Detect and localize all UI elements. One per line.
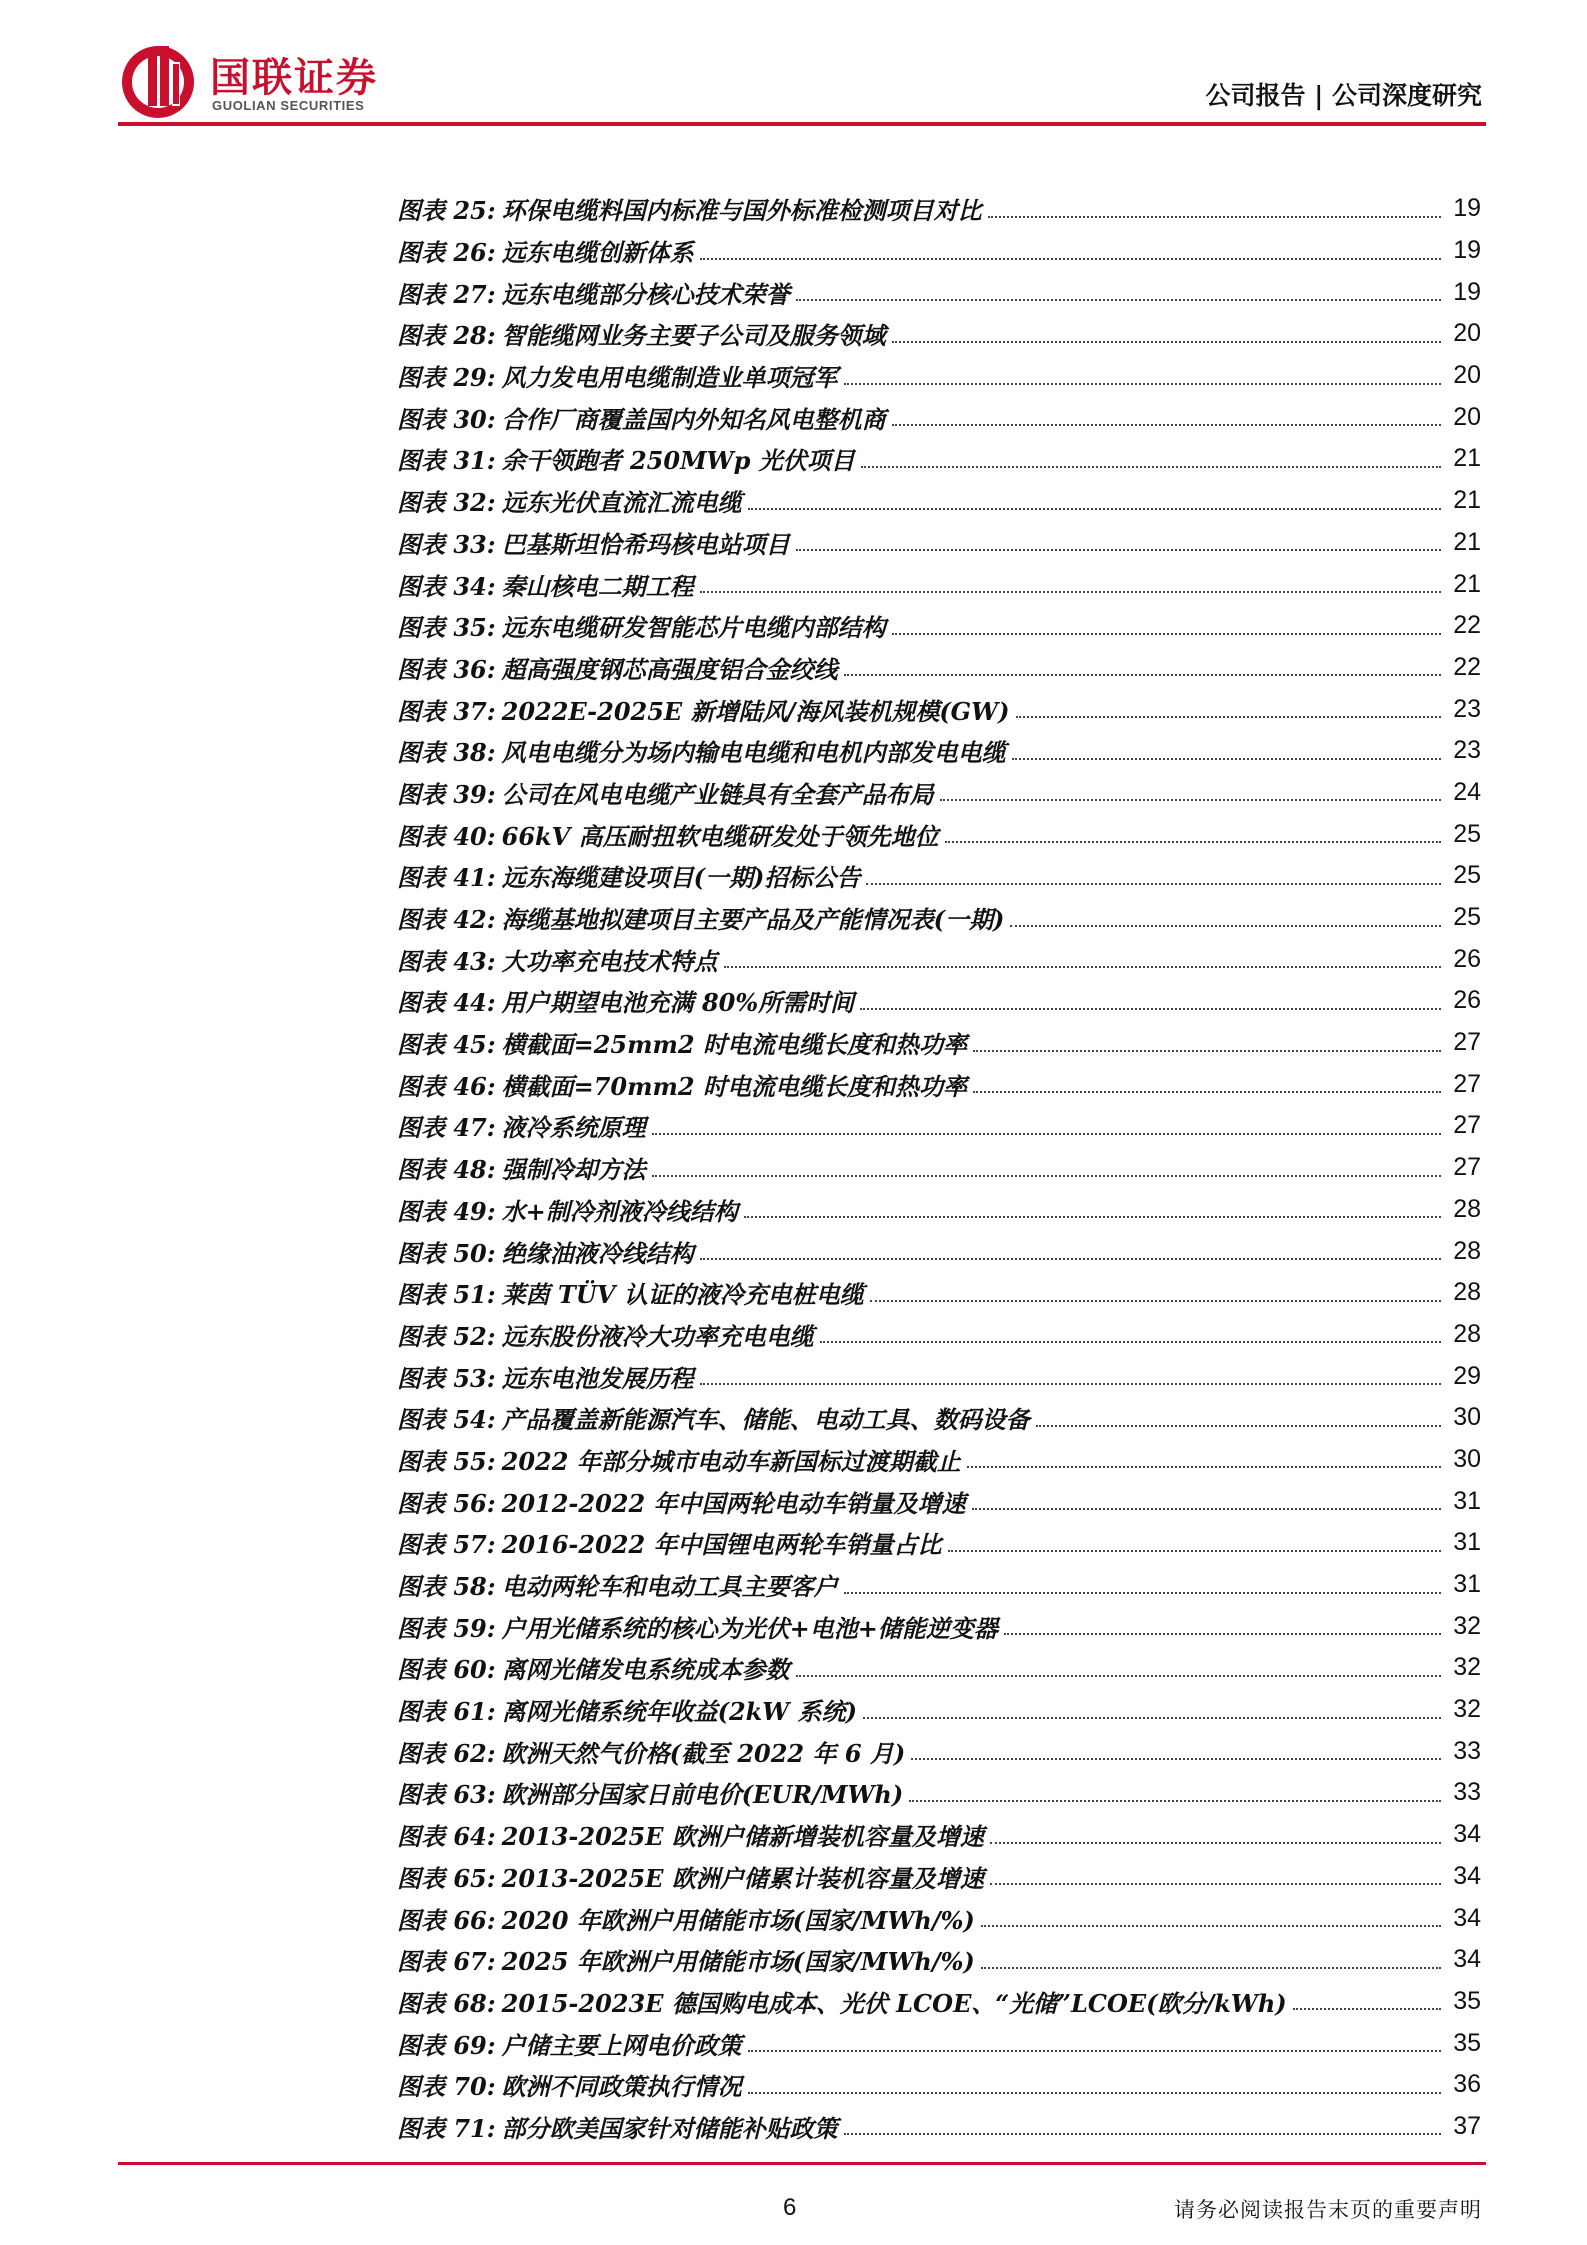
toc-dot-leader bbox=[909, 1800, 1441, 1802]
toc-dot-leader bbox=[973, 1050, 1441, 1052]
toc-entry-title: 部分欧美国家针对储能补贴政策 bbox=[501, 2113, 838, 2143]
toc-entry-title: 水+制冷剂液冷线结构 bbox=[501, 1196, 738, 1226]
toc-dot-leader bbox=[990, 1842, 1441, 1844]
toc-entry-title: 2020 年欧洲户用储能市场(国家/MWh/%) bbox=[501, 1905, 975, 1935]
toc-entry-label: 图表 38: bbox=[397, 738, 496, 768]
toc-entry[interactable] bbox=[397, 605, 1481, 647]
toc-entry-label: 图表 71: bbox=[397, 2113, 496, 2143]
toc-entry-label: 图表 68: bbox=[397, 1988, 496, 2018]
toc-entry-title: 2016-2022 年中国锂电两轮车销量占比 bbox=[501, 1530, 942, 1560]
toc-dot-leader bbox=[892, 633, 1441, 635]
toc-entry-page: 21 bbox=[1453, 486, 1481, 515]
toc-entry-page: 31 bbox=[1453, 1528, 1481, 1557]
toc-entry-label: 图表 47: bbox=[397, 1113, 496, 1143]
toc-entry-title: 2015-2023E 德国购电成本、光伏 LCOE、“光储”LCOE(欧分/kWh) bbox=[501, 1988, 1287, 2018]
toc-entry-title: 2022 年部分城市电动车新国标过渡期截止 bbox=[501, 1446, 961, 1476]
toc-entry-title: 远东电池发展历程 bbox=[501, 1363, 694, 1393]
toc-entry-label: 图表 25: bbox=[397, 196, 496, 226]
toc-entry-title: 离网光储发电系统成本参数 bbox=[501, 1655, 790, 1685]
toc-dot-leader bbox=[844, 383, 1441, 385]
toc-entry-page: 25 bbox=[1453, 861, 1481, 890]
toc-dot-leader bbox=[748, 2050, 1441, 2052]
toc-dot-leader bbox=[1010, 925, 1441, 927]
toc-dot-leader bbox=[990, 1883, 1441, 1885]
toc-entry-title: 远东海缆建设项目(一期)招标公告 bbox=[501, 863, 861, 893]
toc-entry-title: 户储主要上网电价政策 bbox=[501, 2030, 742, 2060]
toc-entry-title: 2013-2025E 欧洲户储累计装机容量及增速 bbox=[501, 1863, 984, 1893]
toc-entry-page: 35 bbox=[1453, 2028, 1481, 2057]
toc-entry-label: 图表 49: bbox=[397, 1196, 496, 1226]
toc-entry-page: 26 bbox=[1453, 986, 1481, 1015]
toc-entry-page: 28 bbox=[1453, 1236, 1481, 1265]
toc-entry-title: 户用光储系统的核心为光伏+电池+储能逆变器 bbox=[501, 1613, 998, 1643]
toc-entry[interactable] bbox=[397, 1564, 1481, 1606]
toc-entry[interactable] bbox=[397, 1230, 1481, 1272]
toc-entry[interactable] bbox=[397, 1397, 1481, 1439]
toc-entry-title: 远东股份液冷大功率充电电缆 bbox=[501, 1321, 814, 1351]
toc-entry[interactable] bbox=[397, 980, 1481, 1022]
toc-entry-page: 28 bbox=[1453, 1194, 1481, 1223]
toc-entry-label: 图表 26: bbox=[397, 238, 496, 268]
toc-entry-page: 31 bbox=[1453, 1570, 1481, 1599]
toc-entry-label: 图表 40: bbox=[397, 821, 496, 851]
toc-entry-page: 25 bbox=[1453, 819, 1481, 848]
toc-entry-title: 风电电缆分为场内输电电缆和电机内部发电电缆 bbox=[501, 738, 1006, 768]
toc-entry[interactable] bbox=[397, 1022, 1481, 1064]
disclaimer-text: 请务必阅读报告末页的重要声明 bbox=[1174, 2198, 1482, 2222]
page-header bbox=[0, 0, 1587, 130]
toc-entry[interactable] bbox=[397, 1355, 1481, 1397]
toc-entry-label: 图表 58: bbox=[397, 1572, 496, 1602]
toc-entry[interactable] bbox=[397, 522, 1481, 564]
toc-entry[interactable] bbox=[397, 2106, 1481, 2148]
toc-entry[interactable] bbox=[397, 1647, 1481, 1689]
logo-chinese-text: 国联证券 bbox=[210, 55, 378, 101]
toc-dot-leader bbox=[911, 1758, 1441, 1760]
toc-entry-title: 绝缘油液冷线结构 bbox=[501, 1238, 694, 1268]
toc-dot-leader bbox=[796, 1675, 1441, 1677]
toc-entry-title: 欧洲部分国家日前电价(EUR/MWh) bbox=[501, 1780, 904, 1810]
toc-entry-page: 29 bbox=[1453, 1361, 1481, 1390]
toc-entry-page: 19 bbox=[1453, 236, 1481, 265]
toc-entry[interactable] bbox=[397, 1063, 1481, 1105]
toc-entry-title: 秦山核电二期工程 bbox=[501, 571, 694, 601]
toc-entry-label: 图表 39: bbox=[397, 779, 496, 809]
toc-dot-leader bbox=[981, 1967, 1441, 1969]
toc-dot-leader bbox=[796, 299, 1441, 301]
company-logo bbox=[118, 40, 418, 120]
toc-dot-leader bbox=[1293, 2008, 1441, 2010]
toc-entry-label: 图表 46: bbox=[397, 1071, 496, 1101]
toc-entry-page: 20 bbox=[1453, 402, 1481, 431]
toc-dot-leader bbox=[948, 1550, 1441, 1552]
toc-entry-label: 图表 28: bbox=[397, 321, 496, 351]
toc-dot-leader bbox=[1012, 758, 1441, 760]
toc-entry-page: 33 bbox=[1453, 1778, 1481, 1807]
toc-dot-leader bbox=[945, 841, 1441, 843]
toc-entry-page: 34 bbox=[1453, 1820, 1481, 1849]
toc-entry-title: 余干领跑者 250MWp 光伏项目 bbox=[501, 446, 855, 476]
toc-entry-title: 产品覆盖新能源汽车、储能、电动工具、数码设备 bbox=[501, 1405, 1030, 1435]
toc-entry[interactable] bbox=[397, 1981, 1481, 2023]
toc-entry-label: 图表 67: bbox=[397, 1947, 496, 1977]
toc-entry[interactable] bbox=[397, 1147, 1481, 1189]
toc-entry-page: 24 bbox=[1453, 777, 1481, 806]
toc-entry-label: 图表 43: bbox=[397, 946, 496, 976]
toc-entry-page: 36 bbox=[1453, 2070, 1481, 2099]
toc-entry-title: 2012-2022 年中国两轮电动车销量及增速 bbox=[501, 1488, 966, 1518]
toc-dot-leader bbox=[700, 1258, 1441, 1260]
toc-entry-title: 强制冷却方法 bbox=[501, 1155, 646, 1185]
toc-entry[interactable] bbox=[397, 1439, 1481, 1481]
toc-entry[interactable] bbox=[397, 355, 1481, 397]
toc-dot-leader bbox=[866, 883, 1441, 885]
toc-entry-page: 21 bbox=[1453, 527, 1481, 556]
toc-entry-title: 横截面=25mm2 时电流电缆长度和热功率 bbox=[501, 1030, 967, 1060]
toc-entry-label: 图表 52: bbox=[397, 1321, 496, 1351]
toc-entry-label: 图表 65: bbox=[397, 1863, 496, 1893]
toc-dot-leader bbox=[967, 1466, 1441, 1468]
toc-entry[interactable] bbox=[397, 1522, 1481, 1564]
toc-entry-label: 图表 69: bbox=[397, 2030, 496, 2060]
toc-entry[interactable] bbox=[397, 2022, 1481, 2064]
toc-entry-title: 海缆基地拟建项目主要产品及产能情况表(一期) bbox=[501, 905, 1005, 935]
toc-entry-label: 图表 48: bbox=[397, 1155, 496, 1185]
toc-entry[interactable] bbox=[397, 480, 1481, 522]
toc-entry-page: 22 bbox=[1453, 652, 1481, 681]
toc-dot-leader bbox=[796, 549, 1441, 551]
toc-entry-label: 图表 29: bbox=[397, 363, 496, 393]
page-number: 6 bbox=[783, 2194, 797, 2221]
toc-entry-label: 图表 41: bbox=[397, 863, 496, 893]
toc-entry-title: 远东光伏直流汇流电缆 bbox=[501, 488, 742, 518]
toc-entry[interactable] bbox=[397, 1480, 1481, 1522]
toc-entry-label: 图表 36: bbox=[397, 654, 496, 684]
toc-entry-page: 32 bbox=[1453, 1653, 1481, 1682]
toc-entry-title: 离网光储系统年收益(2kW 系统) bbox=[501, 1697, 857, 1727]
toc-entry-label: 图表 70: bbox=[397, 2072, 496, 2102]
toc-entry[interactable] bbox=[397, 1897, 1481, 1939]
toc-entry[interactable] bbox=[397, 271, 1481, 313]
toc-dot-leader bbox=[1016, 716, 1442, 718]
toc-entry-page: 35 bbox=[1453, 1986, 1481, 2015]
toc-dot-leader bbox=[744, 1216, 1441, 1218]
toc-entry-page: 21 bbox=[1453, 569, 1481, 598]
toc-entry-page: 19 bbox=[1453, 277, 1481, 306]
toc-entry-label: 图表 57: bbox=[397, 1530, 496, 1560]
toc-entry-page: 19 bbox=[1453, 194, 1481, 223]
toc-entry[interactable] bbox=[397, 730, 1481, 772]
toc-dot-leader bbox=[860, 1008, 1441, 1010]
toc-entry[interactable] bbox=[397, 688, 1481, 730]
toc-entry-title: 环保电缆料国内标准与国外标准检测项目对比 bbox=[501, 196, 982, 226]
toc-entry-label: 图表 62: bbox=[397, 1738, 496, 1768]
toc-entry-label: 图表 56: bbox=[397, 1488, 496, 1518]
toc-entry[interactable] bbox=[397, 1939, 1481, 1981]
toc-entry-label: 图表 42: bbox=[397, 905, 496, 935]
toc-entry-title: 欧洲天然气价格(截至 2022 年 6 月) bbox=[501, 1738, 906, 1768]
toc-entry[interactable] bbox=[397, 647, 1481, 689]
toc-entry-page: 34 bbox=[1453, 1945, 1481, 1974]
toc-entry-title: 2013-2025E 欧洲户储新增装机容量及增速 bbox=[501, 1822, 984, 1852]
toc-entry-label: 图表 51: bbox=[397, 1280, 496, 1310]
toc-dot-leader bbox=[700, 258, 1441, 260]
toc-entry-title: 用户期望电池充满 80%所需时间 bbox=[501, 988, 855, 1018]
toc-entry-page: 28 bbox=[1453, 1319, 1481, 1348]
toc-entry-title: 远东电缆研发智能芯片电缆内部结构 bbox=[501, 613, 886, 643]
toc-entry-page: 23 bbox=[1453, 736, 1481, 765]
toc-entry-page: 23 bbox=[1453, 694, 1481, 723]
toc-entry[interactable] bbox=[397, 313, 1481, 355]
toc-dot-leader bbox=[652, 1175, 1441, 1177]
toc-entry[interactable] bbox=[397, 438, 1481, 480]
toc-entry-title: 大功率充电技术特点 bbox=[501, 946, 718, 976]
toc-entry-label: 图表 61: bbox=[397, 1697, 496, 1727]
toc-dot-leader bbox=[748, 2092, 1441, 2094]
toc-entry-label: 图表 34: bbox=[397, 571, 496, 601]
toc-entry-page: 27 bbox=[1453, 1069, 1481, 1098]
toc-entry[interactable] bbox=[397, 2064, 1481, 2106]
toc-entry-page: 30 bbox=[1453, 1444, 1481, 1473]
toc-entry-label: 图表 63: bbox=[397, 1780, 496, 1810]
toc-dot-leader bbox=[863, 1717, 1441, 1719]
toc-entry-title: 合作厂商覆盖国内外知名风电整机商 bbox=[501, 404, 886, 434]
toc-entry-label: 图表 54: bbox=[397, 1405, 496, 1435]
toc-entry-title: 液冷系统原理 bbox=[501, 1113, 646, 1143]
toc-entry[interactable] bbox=[397, 1772, 1481, 1814]
toc-dot-leader bbox=[1004, 1633, 1441, 1635]
toc-entry[interactable] bbox=[397, 1856, 1481, 1898]
toc-entry-title: 横截面=70mm2 时电流电缆长度和热功率 bbox=[501, 1071, 967, 1101]
toc-entry-label: 图表 55: bbox=[397, 1446, 496, 1476]
toc-entry-label: 图表 60: bbox=[397, 1655, 496, 1685]
toc-entry-label: 图表 37: bbox=[397, 696, 496, 726]
toc-dot-leader bbox=[870, 1300, 1441, 1302]
toc-entry[interactable] bbox=[397, 188, 1481, 230]
toc-dot-leader bbox=[652, 1133, 1441, 1135]
toc-entry-page: 20 bbox=[1453, 361, 1481, 390]
toc-entry[interactable] bbox=[397, 1105, 1481, 1147]
toc-entry-page: 32 bbox=[1453, 1611, 1481, 1640]
toc-entry-label: 图表 31: bbox=[397, 446, 496, 476]
toc-entry-page: 27 bbox=[1453, 1153, 1481, 1182]
toc-entry-title: 超高强度钢芯高强度铝合金绞线 bbox=[501, 654, 838, 684]
toc-entry-label: 图表 44: bbox=[397, 988, 496, 1018]
toc-dot-leader bbox=[973, 1091, 1441, 1093]
figure-list bbox=[397, 188, 1481, 2147]
toc-entry-label: 图表 35: bbox=[397, 613, 496, 643]
toc-dot-leader bbox=[844, 1592, 1441, 1594]
toc-dot-leader bbox=[892, 424, 1441, 426]
footer-divider bbox=[118, 2162, 1486, 2165]
toc-entry-title: 欧洲不同政策执行情况 bbox=[501, 2072, 742, 2102]
toc-entry-page: 37 bbox=[1453, 2111, 1481, 2140]
toc-entry-title: 电动两轮车和电动工具主要客户 bbox=[501, 1572, 838, 1602]
toc-entry-page: 33 bbox=[1453, 1736, 1481, 1765]
toc-entry[interactable] bbox=[397, 563, 1481, 605]
toc-dot-leader bbox=[981, 1925, 1441, 1927]
toc-entry-title: 远东电缆创新体系 bbox=[501, 238, 694, 268]
toc-dot-leader bbox=[972, 1508, 1441, 1510]
toc-entry-page: 27 bbox=[1453, 1111, 1481, 1140]
toc-entry-title: 远东电缆部分核心技术荣誉 bbox=[501, 279, 790, 309]
toc-entry[interactable] bbox=[397, 230, 1481, 272]
toc-entry[interactable] bbox=[397, 1314, 1481, 1356]
toc-dot-leader bbox=[1036, 1425, 1441, 1427]
toc-entry[interactable] bbox=[397, 1605, 1481, 1647]
toc-dot-leader bbox=[724, 966, 1441, 968]
toc-dot-leader bbox=[700, 591, 1441, 593]
toc-entry-page: 28 bbox=[1453, 1278, 1481, 1307]
toc-entry-label: 图表 53: bbox=[397, 1363, 496, 1393]
toc-entry-page: 27 bbox=[1453, 1028, 1481, 1057]
report-type-label: 公司报告 | 公司深度研究 bbox=[1205, 81, 1482, 110]
toc-entry[interactable] bbox=[397, 855, 1481, 897]
toc-entry-title: 智能缆网业务主要子公司及服务领域 bbox=[501, 321, 886, 351]
toc-entry[interactable] bbox=[397, 813, 1481, 855]
toc-entry-page: 31 bbox=[1453, 1486, 1481, 1515]
toc-entry-page: 32 bbox=[1453, 1695, 1481, 1724]
toc-entry-label: 图表 64: bbox=[397, 1822, 496, 1852]
toc-entry-title: 公司在风电电缆产业链具有全套产品布局 bbox=[501, 779, 934, 809]
toc-entry[interactable] bbox=[397, 772, 1481, 814]
toc-entry-page: 30 bbox=[1453, 1403, 1481, 1432]
toc-entry-label: 图表 50: bbox=[397, 1238, 496, 1268]
toc-dot-leader bbox=[892, 341, 1441, 343]
toc-entry-title: 巴基斯坦恰希玛核电站项目 bbox=[501, 529, 790, 559]
header-divider bbox=[118, 122, 1486, 126]
toc-entry-page: 20 bbox=[1453, 319, 1481, 348]
toc-dot-leader bbox=[700, 1383, 1441, 1385]
toc-entry-page: 22 bbox=[1453, 611, 1481, 640]
toc-entry[interactable] bbox=[397, 1272, 1481, 1314]
toc-entry-page: 21 bbox=[1453, 444, 1481, 473]
toc-dot-leader bbox=[844, 2133, 1441, 2135]
toc-entry-title: 2022E-2025E 新增陆风/海风装机规模(GW) bbox=[501, 696, 1010, 726]
toc-entry-label: 图表 27: bbox=[397, 279, 496, 309]
toc-entry-title: 2025 年欧洲户用储能市场(国家/MWh/%) bbox=[501, 1947, 975, 1977]
toc-dot-leader bbox=[844, 674, 1441, 676]
toc-entry[interactable] bbox=[397, 396, 1481, 438]
toc-entry-label: 图表 45: bbox=[397, 1030, 496, 1060]
toc-entry-label: 图表 59: bbox=[397, 1613, 496, 1643]
toc-entry-title: 风力发电用电缆制造业单项冠军 bbox=[501, 363, 838, 393]
toc-entry-label: 图表 66: bbox=[397, 1905, 496, 1935]
toc-entry-label: 图表 33: bbox=[397, 529, 496, 559]
toc-entry-page: 26 bbox=[1453, 944, 1481, 973]
toc-dot-leader bbox=[748, 508, 1441, 510]
toc-entry[interactable] bbox=[397, 1189, 1481, 1231]
toc-entry[interactable] bbox=[397, 1730, 1481, 1772]
toc-entry-title: 66kV 高压耐扭软电缆研发处于领先地位 bbox=[501, 821, 939, 851]
toc-dot-leader bbox=[988, 216, 1441, 218]
toc-entry[interactable] bbox=[397, 938, 1481, 980]
toc-dot-leader bbox=[861, 466, 1441, 468]
logo-english-text: GUOLIAN SECURITIES bbox=[212, 98, 365, 113]
toc-entry-page: 34 bbox=[1453, 1861, 1481, 1890]
toc-entry-page: 34 bbox=[1453, 1903, 1481, 1932]
guolian-logo-icon bbox=[118, 40, 198, 120]
toc-entry-title: 莱茵 TÜV 认证的液冷充电桩电缆 bbox=[501, 1280, 864, 1310]
toc-entry[interactable] bbox=[397, 897, 1481, 939]
toc-entry[interactable] bbox=[397, 1814, 1481, 1856]
toc-entry-label: 图表 32: bbox=[397, 488, 496, 518]
toc-entry-page: 25 bbox=[1453, 903, 1481, 932]
toc-entry-label: 图表 30: bbox=[397, 404, 496, 434]
toc-dot-leader bbox=[820, 1341, 1441, 1343]
toc-entry[interactable] bbox=[397, 1689, 1481, 1731]
toc-dot-leader bbox=[940, 799, 1441, 801]
